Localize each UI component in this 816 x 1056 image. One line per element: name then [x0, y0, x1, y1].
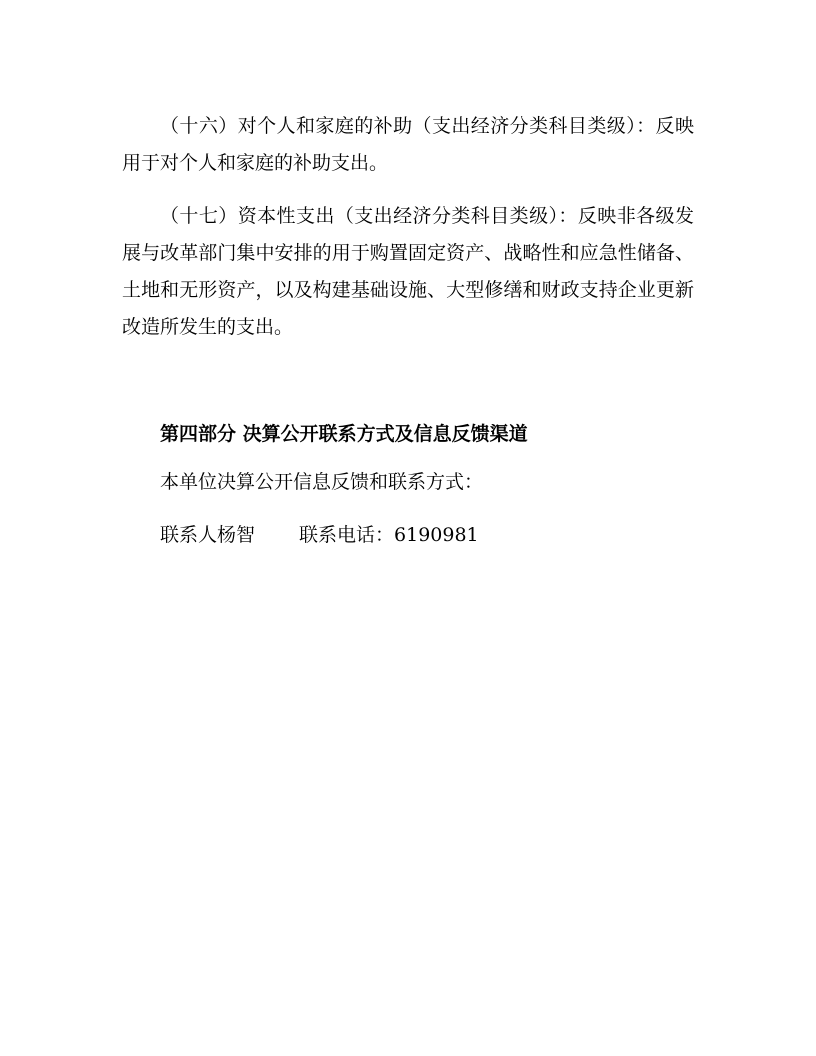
contact-phone: 联系电话：6190981	[299, 524, 479, 546]
feedback-intro: 本单位决算公开信息反馈和联系方式：	[160, 471, 484, 493]
paragraph-item-17: （十七）资本性支出（支出经济分类科目类级）：反映非各级发展与改革部门集中安排的用于购置固定资产、战略性和应急性储备、土地和无形资产，以及构建基础设施、大型修缮和财政支持企业更新改造所发生的支出。	[122, 205, 694, 338]
section-heading-part-4: 第四部分 决算公开联系方式及信息反馈渠道	[160, 423, 528, 445]
contact-line	[160, 517, 479, 554]
contact-person: 联系人杨智	[160, 524, 256, 546]
paragraph-item-16: （十六）对个人和家庭的补助（支出经济分类科目类级）：反映用于对个人和家庭的补助支出。	[122, 115, 694, 174]
